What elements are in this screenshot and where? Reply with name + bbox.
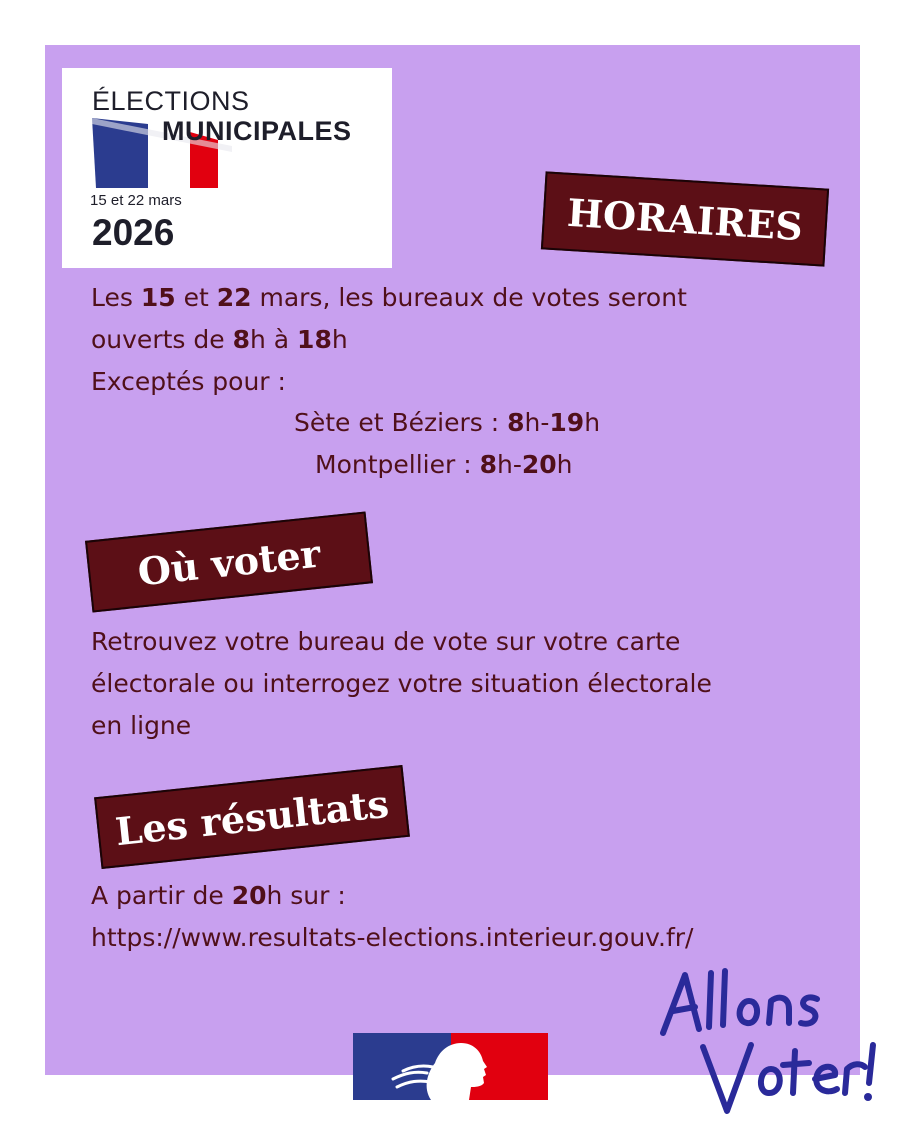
elections-logo [62,68,392,268]
logo-dates: 15 et 22 mars [90,192,182,209]
horaires-line-1: Les 15 et 22 mars, les bureaux de votes seront [91,283,687,312]
ou-voter-line-2: électorale ou interrogez votre situation électorale [91,669,712,698]
resultats-heading: Les résultats [94,765,410,869]
allons-voter-lettering [655,965,880,1120]
ou-voter-line-3: en ligne [91,711,192,740]
horaires-exception-montpellier: Montpellier : 8h-20h [315,450,573,479]
horaires-line-3: Exceptés pour : [91,367,286,396]
horaires-exception-sete-beziers: Sète et Béziers : 8h-19h [294,408,601,437]
horaires-line-2: ouverts de 8h à 18h [91,325,348,354]
allons-voter-slogan [655,965,880,1120]
logo-title-line1: ÉLECTIONS [92,86,250,116]
marianne-icon [353,1033,548,1100]
resultats-url: https://www.resultats-elections.interieur.gouv.fr/ [91,923,694,952]
ou-voter-line-1: Retrouvez votre bureau de vote sur votre carte [91,627,681,656]
resultats-line-1: A partir de 20h sur : [91,881,346,910]
horaires-heading: HORAIRES [541,171,829,266]
logo-year: 2026 [92,212,175,253]
logo-title-line2: MUNICIPALES [162,116,352,146]
ou-voter-heading: Où voter [85,511,373,612]
